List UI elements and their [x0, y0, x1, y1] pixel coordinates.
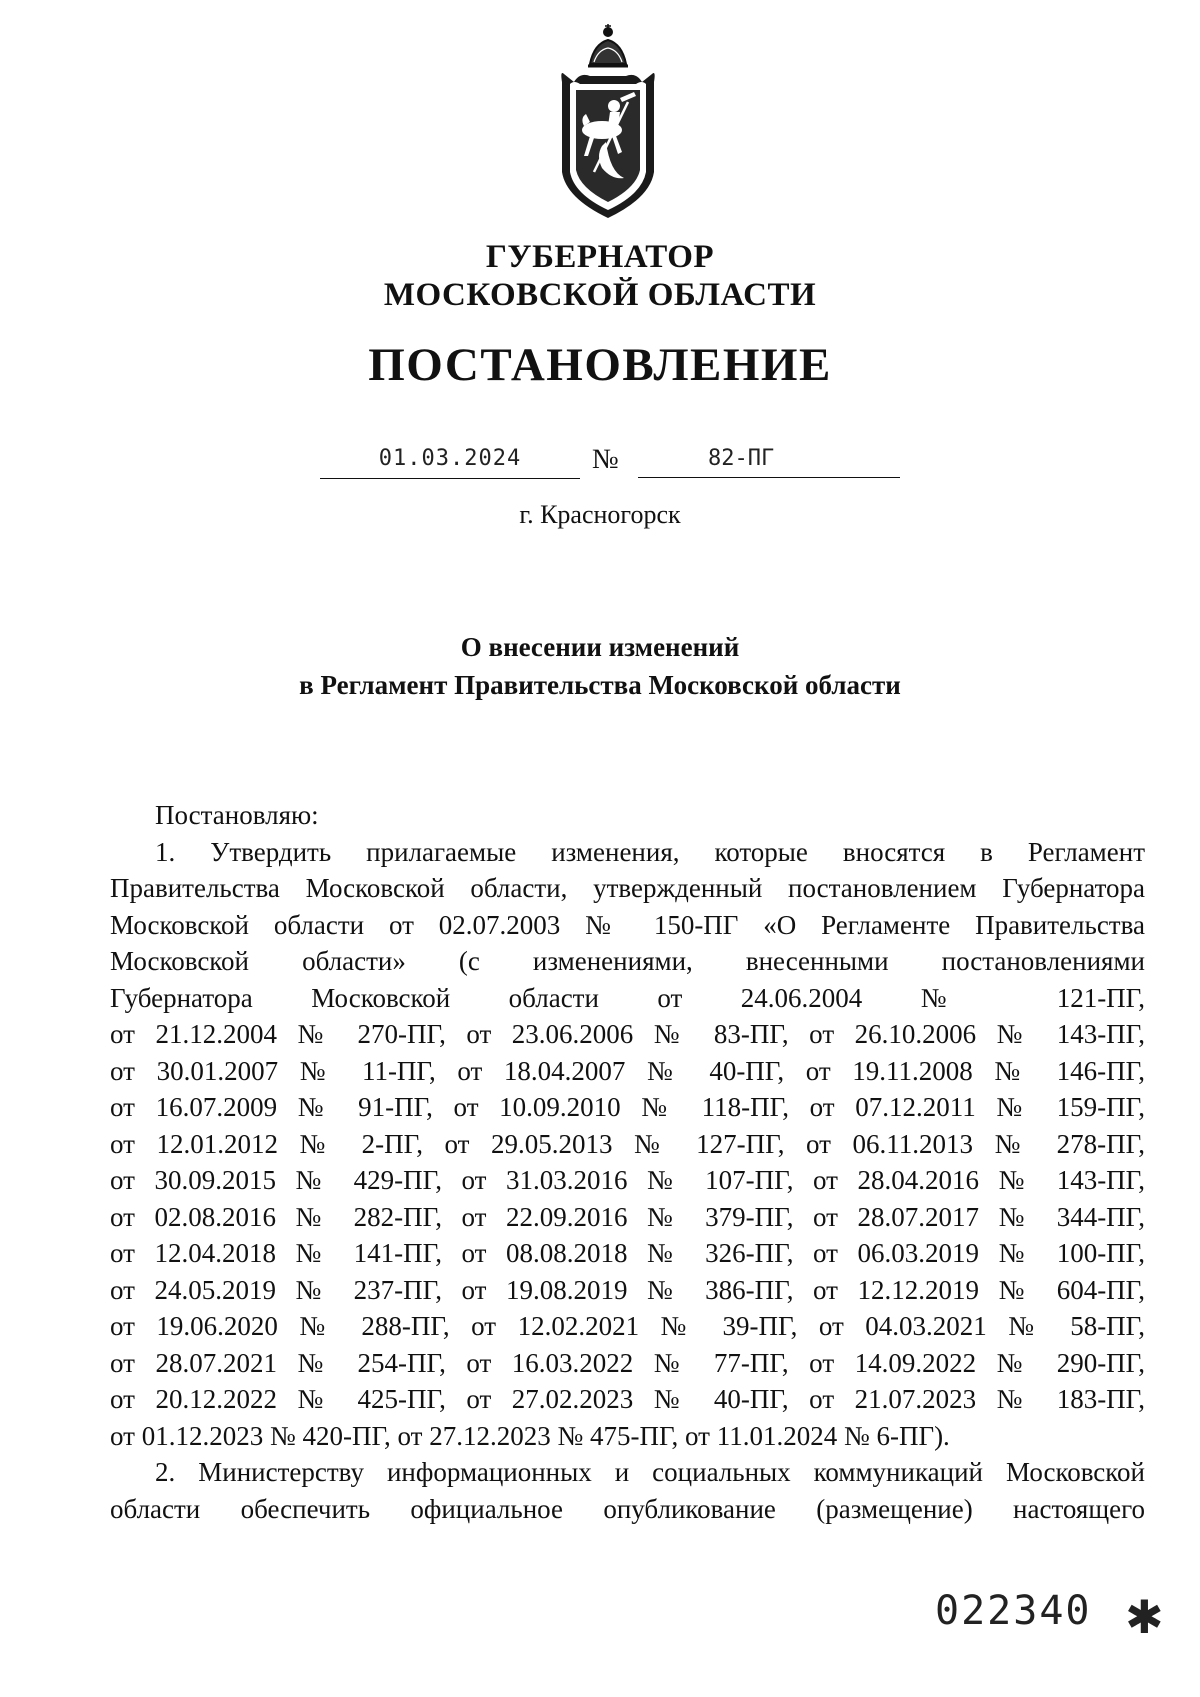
item-2-paragraph: [110, 1454, 1145, 1527]
number-sign: №: [592, 444, 619, 475]
item-1-line: 1. Утвердить прилагаемые изменения, которые вносятся в Регламент: [155, 836, 1145, 867]
serial-stamp: 022340: [935, 1588, 1092, 1634]
authority-line-2: МОСКОВСКОЙ ОБЛАСТИ: [383, 277, 817, 313]
item-1-line: Губернатора Московской области от 24.06.2004 № 121-ПГ,: [110, 982, 1145, 1013]
registration-line: [320, 446, 900, 482]
intro-paragraph: Постановляю:: [155, 800, 319, 830]
subject-line-1: О внесении изменений: [460, 632, 740, 662]
item-1-line: от 16.07.2009 № 91-ПГ, от 10.09.2010 № 118-ПГ, от 07.12.2011 № 159-ПГ,: [110, 1092, 1145, 1122]
document-body: [110, 797, 1145, 1527]
item-1-line: от 21.12.2004 № 270-ПГ, от 23.06.2006 № 83-ПГ, от 26.10.2006 № 143-ПГ,: [110, 1019, 1145, 1049]
document-subject: [0, 628, 1200, 704]
item-2-line: 2. Министерству информационных и социальных коммуникаций Московской: [155, 1457, 1145, 1487]
item-1-line: от 24.05.2019 № 237-ПГ, от 19.08.2019 № 386-ПГ, от 12.12.2019 № 604-ПГ,: [110, 1274, 1145, 1305]
item-1-line: от 30.09.2015 № 429-ПГ, от 31.03.2016 № 107-ПГ, от 28.04.2016 № 143-ПГ,: [110, 1165, 1145, 1195]
item-1-line: от 02.08.2016 № 282-ПГ, от 22.09.2016 № 379-ПГ, от 28.07.2017 № 344-ПГ,: [110, 1201, 1145, 1232]
item-1-line: от 12.01.2012 № 2-ПГ, от 29.05.2013 № 127-ПГ, от 06.11.2013 № 278-ПГ,: [110, 1128, 1145, 1159]
item-1-line: от 20.12.2022 № 425-ПГ, от 27.02.2023 № 40-ПГ, от 21.07.2023 № 183-ПГ,: [110, 1384, 1145, 1414]
document-type-title: ПОСТАНОВЛЕНИЕ: [368, 339, 832, 391]
issuing-authority: [0, 238, 1200, 314]
document-number-field: 82-ПГ: [638, 446, 900, 478]
document-date-field: 01.03.2024: [320, 446, 580, 479]
authority-line-1: ГУБЕРНАТОР: [485, 239, 715, 275]
item-1-line: от 28.07.2021 № 254-ПГ, от 16.03.2022 № 77-ПГ, от 14.09.2022 № 290-ПГ,: [110, 1347, 1145, 1378]
item-1-last-line: от 01.12.2023 № 420-ПГ, от 27.12.2023 № 475-ПГ, от 11.01.2024 № 6-ПГ).: [110, 1420, 950, 1451]
star-mark: ✱: [1125, 1590, 1164, 1644]
item-1-line: Московской области» (с изменениями, внесенными постановлениями: [110, 946, 1145, 976]
subject-line-2: в Регламент Правительства Московской области: [299, 670, 901, 700]
item-1-line: Правительства Московской области, утвержденный постановлением Губернатора: [110, 873, 1145, 903]
item-1-line: от 30.01.2007 № 11-ПГ, от 18.04.2007 № 40-ПГ, от 19.11.2008 № 146-ПГ,: [110, 1055, 1145, 1086]
item-1-line: Московской области от 02.07.2003 № 150-ПГ «О Регламенте Правительства: [110, 909, 1145, 940]
item-2-line: области обеспечить официальное опубликование (размещение) настоящего: [110, 1493, 1145, 1524]
coat-of-arms-emblem: [550, 22, 666, 222]
issue-city: г. Красногорск: [519, 500, 681, 529]
item-1-line: от 19.06.2020 № 288-ПГ, от 12.02.2021 № 39-ПГ, от 04.03.2021 № 58-ПГ,: [110, 1311, 1145, 1341]
item-1-line: от 12.04.2018 № 141-ПГ, от 08.08.2018 № 326-ПГ, от 06.03.2019 № 100-ПГ,: [110, 1238, 1145, 1268]
item-1-paragraph: [110, 834, 1145, 1418]
